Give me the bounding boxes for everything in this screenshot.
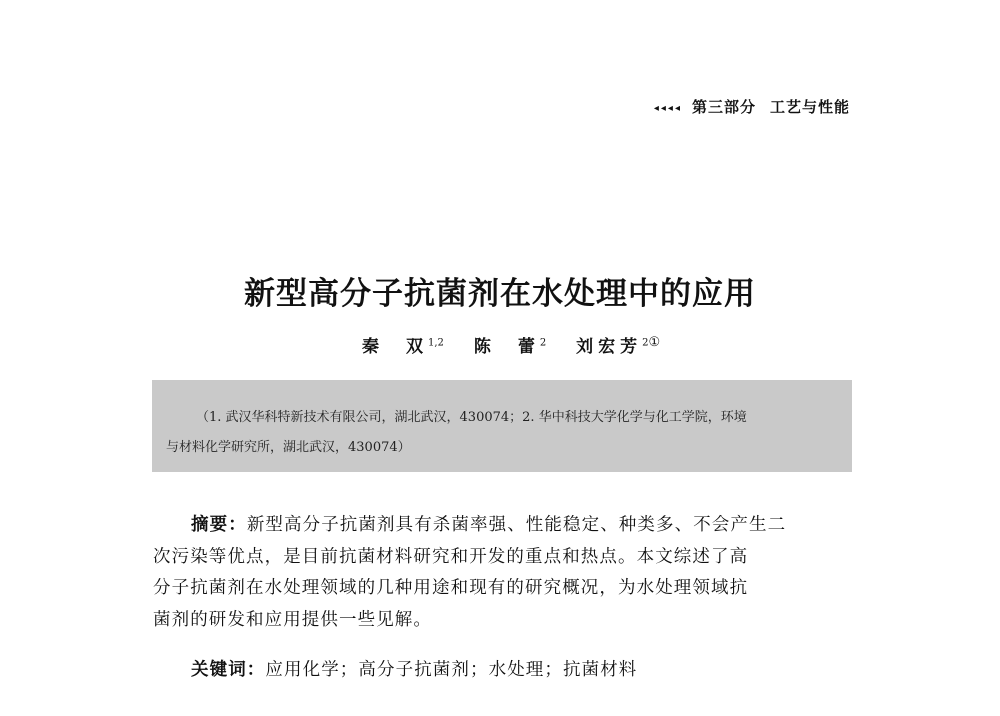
abstract-line: 分子抗菌剂在水处理领域的几种用途和现有的研究概况，为水处理领域抗 bbox=[153, 578, 749, 598]
abstract-line: 菌剂的研发和应用提供一些见解。 bbox=[153, 609, 432, 630]
affiliation-box bbox=[152, 380, 852, 472]
abstract-line: 摘要：新型高分子抗菌剂具有杀菌率强、性能稳定、种类多、不会产生二 bbox=[191, 515, 787, 535]
affiliation-line: （1. 武汉华科特新技术有限公司，湖北武汉，430074；2. 华中科技大学化学与化工学院，环境 bbox=[196, 410, 747, 425]
author: 刘宏芳$^{2①}$ bbox=[576, 335, 661, 357]
keywords bbox=[191, 656, 637, 681]
paper-title: 新型高分子抗菌剂在水处理中的应用 bbox=[244, 276, 756, 312]
author-list bbox=[362, 332, 684, 357]
abstract-label: 摘要： bbox=[191, 515, 247, 535]
footnote-marker: ① bbox=[648, 335, 661, 350]
abstract-line: 次污染等优点，是目前抗菌材料研究和开发的重点和热点。本文综述了高 bbox=[153, 546, 749, 567]
author: 陈 蕾$^2$ bbox=[473, 337, 547, 357]
author: 秦 双$^{1,2}$ bbox=[362, 337, 444, 357]
affiliation-line: 与材料化学研究所，湖北武汉，430074） bbox=[166, 440, 411, 455]
section-label: 工艺与性能 bbox=[769, 98, 850, 116]
part-label: 第三部分 bbox=[691, 98, 756, 116]
keywords-text: 应用化学；高分子抗菌剂；水处理；抗菌材料 bbox=[265, 660, 638, 680]
abstract bbox=[153, 510, 853, 636]
keywords-label: 关键词： bbox=[191, 660, 266, 680]
arrow-markers-icon: ◂◂◂◂ bbox=[653, 103, 682, 114]
running-head bbox=[654, 96, 850, 117]
